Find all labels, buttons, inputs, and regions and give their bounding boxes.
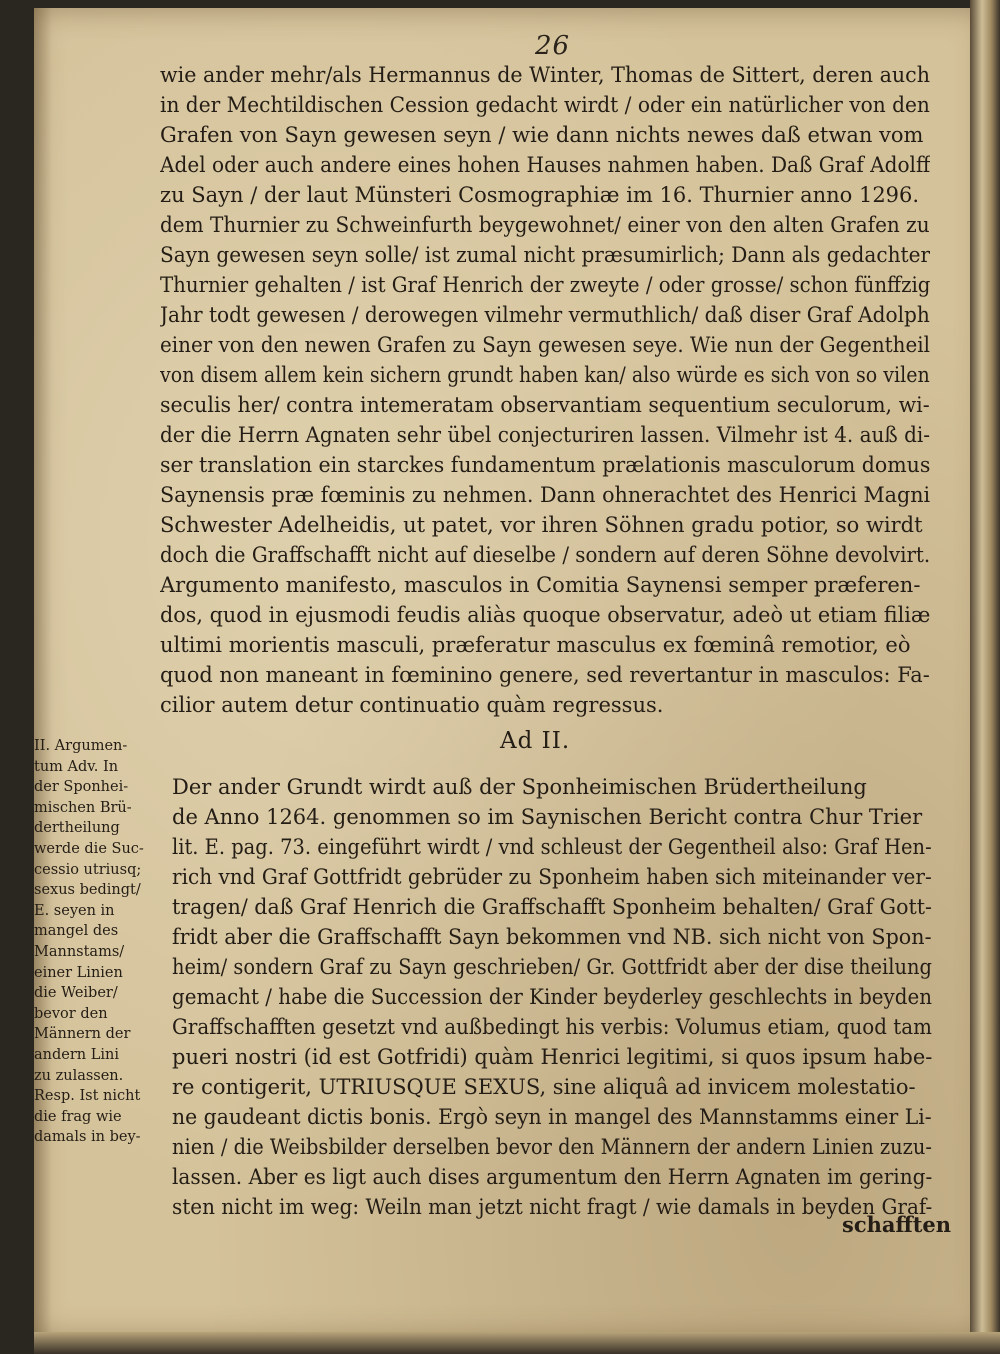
margin-note-line: der Sponhei- [34, 779, 129, 796]
text-line: ser translation ein starckes fundamentum prælationis masculorum domus [160, 453, 930, 477]
page-edge-bottom [34, 1332, 1000, 1354]
text-line: ultimi morientis masculi, præferatur masculus ex fœminâ remotior, eò [160, 633, 911, 657]
page-edge-right [970, 0, 1000, 1354]
text-line: in der Mechtildischen Cession gedacht wirdt / oder ein natürlicher von den [160, 93, 930, 117]
text-line: Adel oder auch andere eines hohen Hauses nahmen haben. Daß Graf Adolff [160, 153, 930, 177]
text-line: lit. E. pag. 73. eingeführt wirdt / vnd schleust der Gegentheil also: Graf Hen- [172, 835, 932, 859]
text-line: doch die Graffschafft nicht auf dieselbe / sondern auf deren Söhne devolvirt. [160, 543, 930, 567]
margin-note-line: zu zulassen. [34, 1067, 124, 1084]
text-line: ne gaudeant dictis bonis. Ergò seyn in mangel des Mannstamms einer Li- [172, 1105, 932, 1129]
text-line: einer von den newen Grafen zu Sayn gewesen seye. Wie nun der Gegentheil [160, 333, 930, 357]
text-line: Jahr todt gewesen / derowegen vilmehr vermuthlich/ daß diser Graf Adolph [160, 303, 930, 327]
text-line: Graffschafften gesetzt vnd außbedingt his verbis: Volumus etiam, quod tam [172, 1015, 932, 1039]
margin-note-line: sexus bedingt/ [34, 882, 141, 899]
text-line: quod non maneant in fœminino genere, sed revertantur in masculos: Fa- [160, 663, 930, 687]
margin-note-line: cessio utriusq; [34, 861, 142, 878]
margin-note-line: einer Linien [34, 964, 123, 981]
text-line: rich vnd Graf Gottfridt gebrüder zu Sponheim haben sich miteinander ver- [172, 865, 932, 889]
margin-note-line: tum Adv. In [34, 758, 119, 775]
page-number: 26 [535, 31, 571, 61]
text-line: wie ander mehr/als Hermannus de Winter, Thomas de Sittert, deren auch [160, 63, 930, 87]
text-line: der die Herrn Agnaten sehr übel conjecturiren lassen. Vilmehr ist 4. auß di- [160, 423, 930, 447]
text-line: de Anno 1264. genommen so im Saynischen Bericht contra Chur Trier [172, 805, 923, 829]
margin-note-line: mischen Brü- [34, 799, 132, 816]
text-line: dem Thurnier zu Schweinfurth beygewohnet/ einer von den alten Grafen zu [160, 213, 930, 237]
text-line: re contigerit, UTRIUSQUE SEXUS, sine aliquâ ad invicem molestatio- [172, 1075, 916, 1099]
text-line: Schwester Adelheidis, ut patet, vor ihren Söhnen gradu potior, so wirdt [160, 513, 923, 537]
text-line: von disem allem kein sichern grundt haben kan/ also würde es sich von so vilen [160, 363, 930, 387]
text-line: Thurnier gehalten / ist Graf Henrich der zweyte / oder grosse/ schon fünffzig [160, 273, 930, 297]
margin-note-line: Resp. Ist nicht [34, 1088, 141, 1105]
margin-note-line: werde die Suc- [34, 840, 144, 857]
text-line: Sayn gewesen seyn solle/ ist zumal nicht præsumirlich; Dann als gedachter [160, 243, 930, 267]
main-text-block [160, 60, 930, 720]
text-line: nien / die Weibsbilder derselben bevor den Männern der andern Linien zuzu- [172, 1135, 932, 1159]
margin-note [34, 736, 174, 1148]
section-heading: Ad II. [500, 728, 571, 754]
text-line: tragen/ daß Graf Henrich die Graffschafft Sponheim behalten/ Graf Gott- [172, 895, 932, 919]
margin-note-line: II. Argumen- [34, 738, 128, 754]
text-line: fridt aber die Graffschafft Sayn bekommen vnd NB. sich nicht von Spon- [172, 925, 932, 949]
margin-note-line: Männern der [34, 1026, 131, 1043]
margin-note-line: Mannstams/ [34, 943, 125, 960]
text-line: gemacht / habe die Succession der Kinder beyderley geschlechts in beyden [172, 985, 933, 1009]
margin-note-line: E. seyen in [34, 902, 115, 919]
text-line: cilior autem detur continuatio quàm regressus. [160, 693, 664, 717]
text-line: zu Sayn / der laut Münsteri Cosmographiæ im 16. Thurnier anno 1296. [160, 183, 920, 207]
text-line: sten nicht im weg: Weiln man jetzt nicht fragt / wie damals in beyden Graf- [172, 1195, 933, 1219]
margin-note-line: andern Lini [34, 1046, 119, 1063]
text-line: dos, quod in ejusmodi feudis aliàs quoque observatur, adeò ut etiam filiæ [160, 603, 930, 627]
margin-note-line: mangel des [34, 923, 119, 940]
margin-note-line: die Weiber/ [34, 985, 118, 1002]
text-line: Grafen von Sayn gewesen seyn / wie dann nichts newes daß etwan vom [160, 123, 924, 147]
margin-note-line: bevor den [34, 1005, 108, 1022]
text-line: seculis her/ contra intemeratam observantiam sequentium seculorum, wi- [160, 393, 930, 417]
text-line: pueri nostri (id est Gotfridi) quàm Henrici legitimi, si quos ipsum habe- [172, 1045, 933, 1069]
second-text-block [172, 772, 942, 1222]
catchword: schafften [842, 1212, 952, 1237]
text-line: heim/ sondern Graf zu Sayn geschrieben/ Gr. Gottfridt aber der dise theilung [172, 955, 932, 979]
text-line: Der ander Grundt wirdt auß der Sponheimischen Brüdertheilung [172, 775, 867, 799]
margin-note-line: damals in bey- [34, 1129, 141, 1146]
text-line: Argumento manifesto, masculos in Comitia Saynensi semper præferen- [160, 573, 921, 597]
margin-note-line: dertheilung [34, 820, 120, 837]
text-line: Saynensis præ fœminis zu nehmen. Dann ohnerachtet des Henrici Magni [160, 483, 930, 507]
text-line: lassen. Aber es ligt auch dises argumentum den Herrn Agnaten im gering- [172, 1165, 933, 1189]
margin-note-line: die frag wie [34, 1108, 122, 1125]
